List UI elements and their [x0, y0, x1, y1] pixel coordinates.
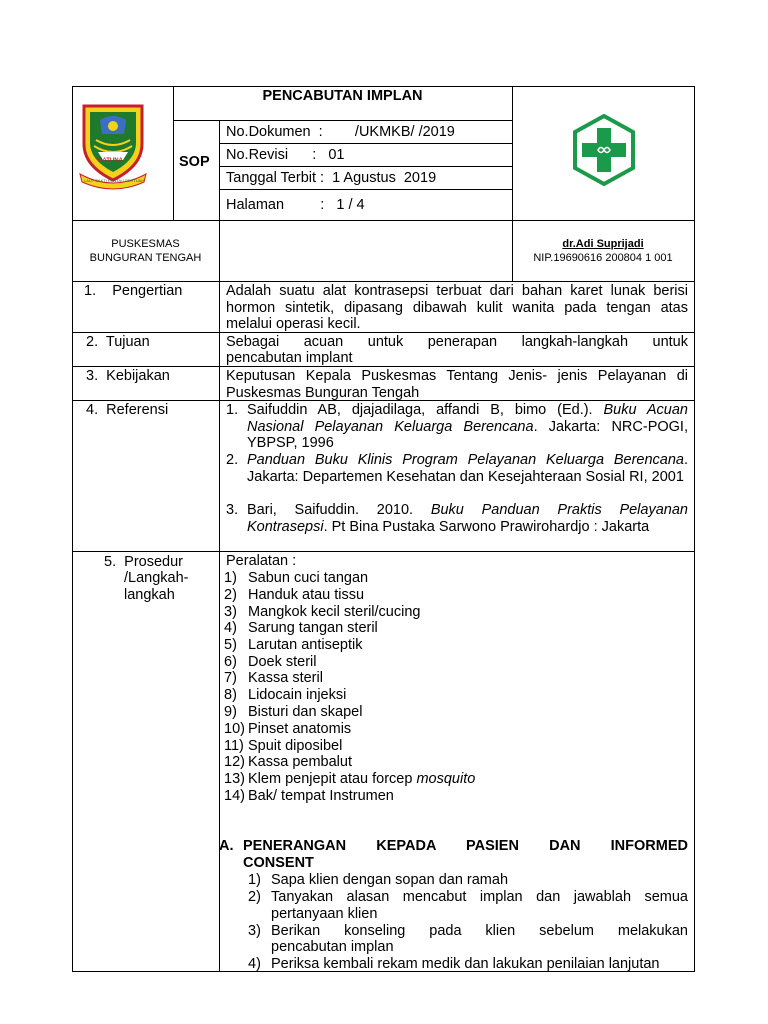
list-item-number: 8) — [224, 687, 237, 703]
section-a-title-line2: CONSENT — [243, 855, 314, 871]
referensi-item-3 — [247, 502, 688, 535]
list-item: Handuk atau tissu — [248, 587, 365, 603]
divider — [219, 166, 512, 167]
prosedur-label-line2: /Langkah- — [124, 570, 189, 586]
document-title: PENCABUTAN IMPLAN — [262, 88, 423, 104]
tujuan-label: 2. Tujuan — [86, 334, 150, 350]
list-item: Doek steril — [248, 654, 317, 670]
list-item-number: 10) — [224, 721, 245, 737]
list-item-continuation: pertanyaan klien — [271, 906, 378, 922]
list-item: Sabun cuci tangan — [248, 570, 369, 586]
referensi-label: 4. Referensi — [86, 402, 169, 418]
list-item: Bisturi dan skapel — [248, 704, 363, 720]
list-item-number: 3) — [224, 604, 237, 620]
table-border-left — [72, 86, 73, 972]
referensi-italic: Buku Panduan Praktis Pelayanan Kontrasepsi — [247, 502, 688, 535]
no-revisi: No.Revisi : 01 — [226, 147, 345, 163]
sop-label: SOP — [179, 154, 210, 170]
emblem-name-text: NATUNA — [98, 158, 123, 164]
list-item: Kassa steril — [248, 670, 323, 686]
referensi-italic: Buku Acuan Nasional Pelayanan Keluarga Berencana — [247, 402, 688, 435]
list-item-number: 1) — [224, 570, 237, 586]
tanggal-terbit: Tanggal Terbit : 1 Agustus 2019 — [226, 170, 437, 186]
list-item-number: 9) — [224, 704, 237, 720]
divider — [219, 220, 220, 282]
list-item-number: 3) — [248, 923, 261, 939]
list-item-italic: mosquito — [416, 771, 476, 787]
divider — [219, 281, 220, 972]
referensi-number: 3. — [226, 502, 239, 518]
section-a-title-line1: PENERANGAN KEPADA PASIEN DAN INFORMED — [243, 838, 688, 854]
list-item: Tanyakan alasan mencabut implan dan jawablah semua — [271, 889, 688, 905]
halaman: Halaman : 1 / 4 — [226, 197, 365, 213]
institution-name-line2: BUNGURAN TENGAH — [89, 252, 202, 264]
referensi-number: 2. — [226, 452, 239, 468]
referensi-text: Saifuddin AB, djajadilaga, affandi B, bimo (Ed.). — [247, 402, 604, 418]
prosedur-label-line3: langkah — [124, 587, 175, 603]
divider — [219, 189, 512, 190]
list-item-number: 6) — [224, 654, 237, 670]
table-border-top — [72, 86, 695, 87]
pengertian-text: Adalah suatu alat kontrasepsi terbuat dari bahan karet lunak berisi hormon sintetik, dipasang dibawah kulit wanita pada tengan atas melalui operasi kecil. — [226, 283, 688, 332]
list-item: Bak/ tempat Instrumen — [248, 788, 394, 804]
prosedur-label-line1: 5. Prosedur — [104, 554, 183, 570]
list-item: Sarung tangan steril — [248, 620, 378, 636]
referensi-text: . Pt Bina Pustaka Sarwono Prawirohardjo : Jakarta — [323, 518, 650, 535]
list-item-number: 13) — [224, 771, 245, 787]
referensi-text: Bari, Saifuddin. 2010. — [247, 502, 431, 518]
list-item: Mangkok kecil steril/cucing — [248, 604, 421, 620]
list-item: Berikan konseling pada klien sebelum melakukan — [271, 923, 688, 939]
referensi-item-2 — [247, 452, 688, 485]
signatory-name: dr.Adi Suprijadi — [562, 238, 644, 250]
list-item-number: 14) — [224, 788, 245, 804]
divider — [173, 120, 512, 121]
emblem-ribbon-text: LAUT SAKTI RANTAU BERTUAH — [84, 178, 145, 183]
kebijakan-label: 3. Kebijakan — [86, 368, 170, 384]
list-item-number: 7) — [224, 670, 237, 686]
list-item-number: 2) — [224, 587, 237, 603]
regency-emblem-logo — [78, 100, 148, 190]
divider — [173, 86, 174, 220]
divider — [219, 120, 220, 220]
divider — [72, 366, 695, 367]
divider — [72, 551, 695, 552]
list-item: Larutan antiseptik — [248, 637, 363, 653]
list-item-number: 1) — [248, 872, 261, 888]
list-item-number: 4) — [248, 956, 261, 972]
referensi-item-1 — [247, 402, 688, 452]
list-item: Sapa klien dengan sopan dan ramah — [271, 872, 509, 888]
pengertian-label: 1. Pengertian — [84, 283, 183, 299]
list-item: Pinset anatomis — [248, 721, 352, 737]
referensi-number: 1. — [226, 402, 239, 418]
divider — [72, 220, 695, 221]
referensi-italic: Panduan Buku Klinis Program Pelayanan Keluarga Berencana — [247, 452, 684, 468]
referensi-text: . Jakarta: Departemen Kesehatan dan Kesejahteraan Sosial RI, 2001 — [247, 452, 688, 485]
list-item — [248, 771, 475, 788]
no-dokumen: No.Dokumen : /UKMKB/ /2019 — [226, 124, 455, 140]
divider — [72, 281, 695, 282]
tujuan-text-line1: Sebagai acuan untuk penerapan langkah-langkah untuk — [226, 334, 688, 350]
divider — [219, 143, 512, 144]
list-item-number: 2) — [248, 889, 261, 905]
list-item-number: 12) — [224, 754, 245, 770]
peralatan-title: Peralatan : — [226, 553, 297, 569]
signatory-nip: NIP.19690616 200804 1 001 — [533, 252, 673, 264]
list-item-number: 4) — [224, 620, 237, 636]
referensi-text: . Jakarta: NRC-POGI, YBPSP, 1996 — [247, 418, 688, 451]
list-item: Lidocain injeksi — [248, 687, 347, 703]
list-item: Periksa kembali rekam medik dan lakukan penilaian lanjutan — [271, 956, 660, 972]
tujuan-text-line2: pencabutan implant — [226, 350, 353, 366]
list-item-continuation: pencabutan implan — [271, 939, 394, 955]
puskesmas-logo — [572, 114, 636, 186]
kebijakan-text: Keputusan Kepala Puskesmas Tentang Jenis- jenis Pelayanan di Puskesmas Bunguran Tengah — [226, 368, 688, 401]
list-item: Spuit diposibel — [248, 738, 343, 754]
list-item-number: 5) — [224, 637, 237, 653]
table-border-right — [694, 86, 695, 972]
divider — [512, 86, 513, 220]
list-item-text: Klem penjepit atau forcep — [248, 771, 417, 787]
list-item-number: 11) — [224, 738, 244, 754]
list-item: Kassa pembalut — [248, 754, 352, 770]
section-a-letter: A. — [219, 838, 234, 854]
institution-name-line1: PUSKESMAS — [111, 238, 180, 250]
